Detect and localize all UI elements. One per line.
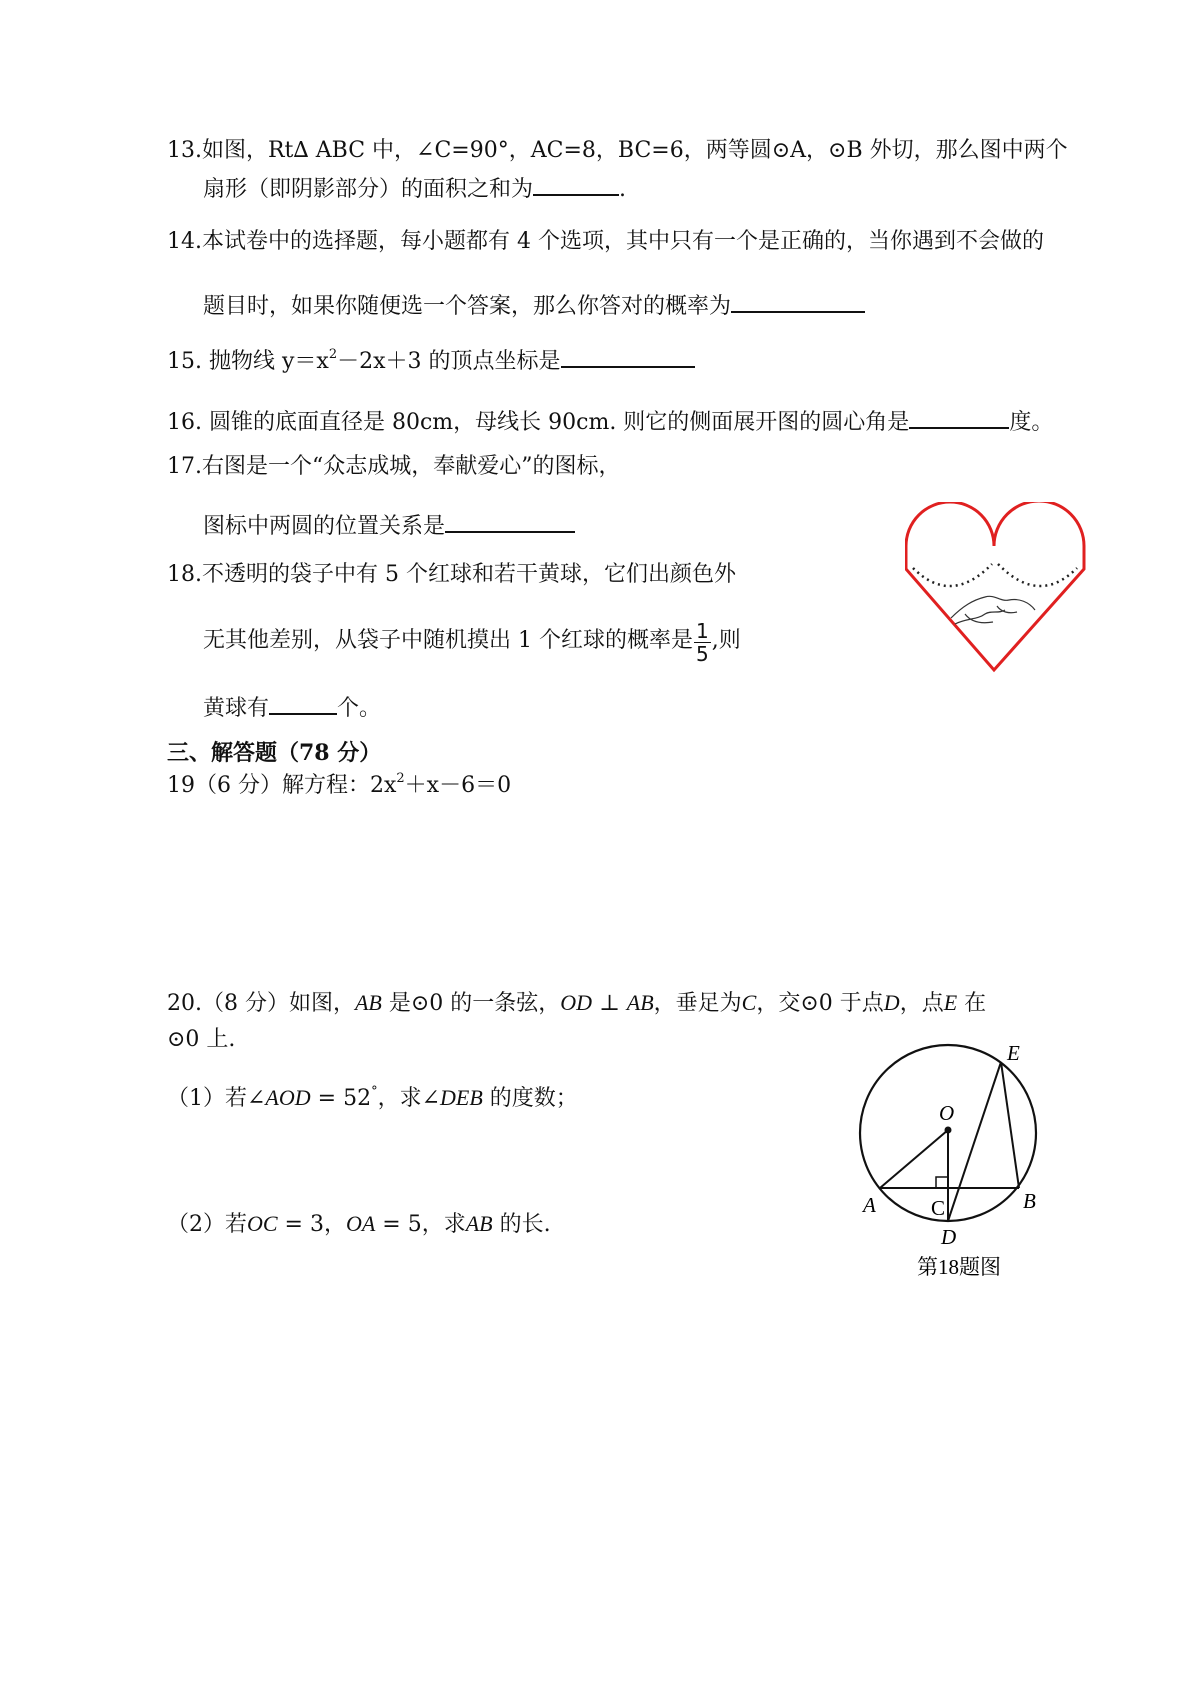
- label-e: E: [1007, 1041, 1020, 1065]
- left-circle-dotted-arc: [913, 564, 992, 586]
- segment-oc: OC: [247, 1211, 278, 1236]
- q19-line: [167, 771, 511, 801]
- q17-answer-blank[interactable]: [445, 509, 575, 533]
- q20-p1: 20.（8 分）如图，: [167, 991, 355, 1016]
- segment-oa: OA: [345, 1211, 376, 1236]
- segment-eb-line: [1001, 1062, 1019, 1188]
- q20-line1: [167, 988, 986, 1019]
- q19-rest: ＋x－6＝0: [404, 773, 512, 798]
- label-c: C: [931, 1196, 946, 1220]
- q18-line2-end: ,则: [711, 628, 741, 653]
- figure-caption: 第18题图: [917, 1255, 1001, 1279]
- q15-line: [167, 344, 695, 377]
- segment-de-line: [948, 1062, 1001, 1221]
- q20-line2: ⊙0 上.: [167, 1027, 236, 1052]
- q18-line2-text: 无其他差别，从袋子中随机摸出 1 个红球的概率是: [203, 628, 693, 653]
- section-title: 三、解答题（78 分）: [167, 740, 382, 766]
- fraction-denominator: 5: [696, 642, 709, 666]
- q14-line1: 14.本试卷中的选择题，每小题都有 4 个选项，其中只有一个是正确的，当你遇到不会做的: [167, 229, 1044, 254]
- q20-sub2-c: = 3，: [277, 1212, 346, 1237]
- heart-outline: [906, 502, 1084, 670]
- label-d: D: [941, 1225, 957, 1249]
- q16-end: 度。: [1009, 410, 1054, 435]
- probability-fraction: [694, 620, 711, 665]
- degree-sign: °: [371, 1084, 378, 1099]
- fraction-numerator: 1: [696, 619, 709, 643]
- q18-line3-text: 黄球有: [203, 696, 270, 721]
- q20-c: C: [741, 990, 757, 1015]
- q20-sub2-a: （2）若: [167, 1212, 247, 1237]
- q20-p6: 在: [957, 991, 987, 1016]
- q13-line1: 13.如图，Rt∆ ABC 中，∠C=90°，AC=8，BC=6，两等圆⊙A，⊙B 外切，那么图中两个: [167, 138, 1068, 163]
- q14-line2: [203, 289, 865, 322]
- label-o: O: [939, 1101, 955, 1125]
- q20-perp: ⊥: [592, 991, 627, 1016]
- q17-line2-text: 图标中两圆的位置关系是: [203, 514, 446, 539]
- q16-text: 16. 圆锥的底面直径是 80cm，母线长 90cm. 则它的侧面展开图的圆心角是: [167, 410, 910, 435]
- angle-aod: ∠AOD: [247, 1085, 311, 1110]
- segment-oa-line: [880, 1130, 948, 1188]
- q15-answer-blank[interactable]: [561, 344, 695, 368]
- center-point-o: [945, 1127, 952, 1134]
- q18-line2: [203, 620, 741, 665]
- right-circle-dotted-arc: [998, 564, 1077, 586]
- q17-line2: [203, 509, 575, 542]
- q20-ab2: AB: [626, 990, 654, 1015]
- q20-od: OD: [560, 990, 593, 1015]
- q16-answer-blank[interactable]: [909, 405, 1009, 429]
- q20-sub1-c: = 52: [310, 1086, 372, 1111]
- right-angle-mark: [936, 1177, 948, 1188]
- q13-line2: [203, 172, 626, 205]
- q15-rest: －2x＋3 的顶点坐标是: [337, 349, 561, 374]
- angle-deb: ∠DEB: [421, 1085, 483, 1110]
- q13-answer-blank[interactable]: [533, 172, 619, 196]
- q20-p4: ，交⊙0 于点: [756, 991, 884, 1016]
- q14-line2-text: 题目时，如果你随便选一个答案，那么你答对的概率为: [203, 294, 732, 319]
- q20-e: E: [943, 990, 958, 1015]
- q18-line1: 18.不透明的袋子中有 5 个红球和若干黄球，它们出颜色外: [167, 562, 736, 587]
- q13-line2-text: 扇形（即阴影部分）的面积之和为: [203, 177, 534, 202]
- q14-answer-blank[interactable]: [731, 289, 865, 313]
- q20-sub2-e: = 5，求: [375, 1212, 466, 1237]
- q20-sub1-a: （1）若: [167, 1086, 247, 1111]
- q17-line1: 17.右图是一个“众志成城，奉献爱心”的图标，: [167, 454, 621, 479]
- q19-exponent: 2: [396, 771, 405, 786]
- hands-illustration: [951, 596, 1035, 624]
- q13-end: .: [619, 177, 627, 202]
- q19-prefix: 19（6 分）解方程：2x: [167, 773, 397, 798]
- q20-sub1-d: ，求: [377, 1086, 422, 1111]
- circle-geometry-figure: [845, 1035, 1060, 1285]
- q20-d: D: [883, 990, 900, 1015]
- q18-answer-blank[interactable]: [269, 691, 337, 715]
- q20-p3: ，垂足为: [653, 991, 742, 1016]
- label-b: B: [1023, 1189, 1036, 1213]
- q16-line: [167, 405, 1053, 438]
- label-a: A: [863, 1193, 876, 1217]
- segment-ab: AB: [465, 1211, 493, 1236]
- q20-p2: 是⊙0 的一条弦，: [381, 991, 561, 1016]
- q20-sub1: [167, 1083, 578, 1114]
- q20-p5: ，点: [899, 991, 944, 1016]
- q15-exponent: 2: [328, 347, 338, 362]
- q18-line3: [203, 691, 381, 724]
- q15-prefix: 15. 抛物线 y＝x: [167, 349, 329, 374]
- heart-logo-figure: [905, 502, 1087, 677]
- q20-ab: AB: [354, 990, 382, 1015]
- q18-line3-end: 个。: [337, 696, 382, 721]
- q20-sub1-f: 的度数；: [482, 1086, 578, 1111]
- q20-sub2-g: 的长.: [492, 1212, 551, 1237]
- q20-sub2: [167, 1209, 551, 1240]
